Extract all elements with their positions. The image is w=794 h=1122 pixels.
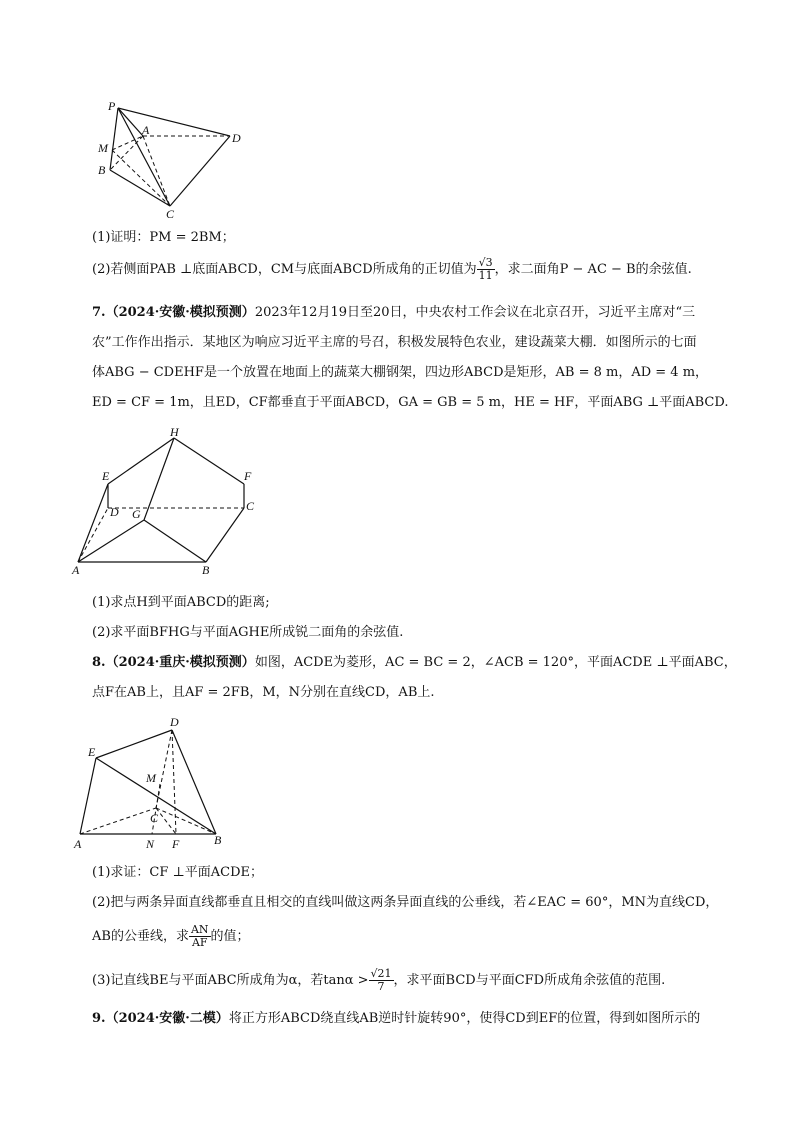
greenhouse-frame-figure-q7 [70, 422, 270, 582]
q8-part2: (2)把与两条异面直线都垂直且相交的直线叫做这两条异面直线的公垂线，若∠EAC = 60°，MN为直线CD， [92, 895, 719, 910]
q7-line2: 农”工作作出指示．某地区为响应习近平主席的号召，积极发展特色农业，建设蔬菜大棚．如图所示的七面 [92, 335, 697, 350]
q8-fraction-an-af-num: AN [190, 923, 209, 936]
label-c: C [246, 499, 255, 513]
label-d: D [170, 715, 179, 729]
label-b: B [202, 563, 210, 577]
q6-fraction-num: √3 [478, 256, 493, 269]
q8-part3-text-b: ，求平面BCD与平面CFD所成角余弦值的范围. [393, 973, 666, 988]
q7-line4: ED = CF = 1m，且ED，CF都垂直于平面ABCD，GA = GB = 5 m，HE = HF，平面ABG ⊥平面ABCD. [92, 395, 729, 410]
label-c: C [166, 207, 175, 221]
q8-fraction-an-af-den: AF [191, 936, 208, 949]
q8-part3-text-a: (3)记直线BE与平面ABC所成角为α，若tanα > [92, 973, 369, 988]
q7-part2: (2)求平面BFHG与平面AGHE所成锐二面角的余弦值. [92, 625, 404, 640]
q7-line1 [92, 304, 695, 322]
q6-part2-text-a: (2)若侧面PAB ⊥底面ABCD，CM与底面ABCD所成角的正切值为 [92, 262, 477, 277]
label-a: A [142, 123, 150, 137]
label-m: M [146, 771, 156, 785]
label-n: N [146, 837, 155, 851]
q7-line1-text: 2023年12月19日至20日，中央农村工作会议在北京召开，习近平主席对“三 [254, 305, 696, 320]
label-g: G [132, 507, 141, 521]
q8-part3 [92, 968, 665, 993]
q9-heading: 9.（2024·安徽·二模） [92, 1011, 229, 1026]
label-e: E [102, 469, 110, 483]
q8-part1: (1)求证：CF ⊥平面ACDE； [92, 865, 263, 880]
label-b: B [214, 833, 222, 847]
rhombus-pyramid-figure-q8 [70, 710, 240, 850]
q8-fraction-an-af [189, 924, 211, 949]
q6-part2-text-b: ，求二面角P − AC − B的余弦值. [494, 262, 692, 277]
q6-part1: (1)证明：PM = 2BM； [92, 230, 235, 245]
q8-fraction-tan-den: 7 [377, 980, 385, 993]
label-e: E [88, 745, 96, 759]
label-h: H [170, 425, 179, 439]
q7-line3: 体ABG − CDEHF是一个放置在地面上的蔬菜大棚钢架，四边形ABCD是矩形，AB = 8 m，AD = 4 m， [92, 365, 709, 380]
label-a: A [74, 837, 82, 851]
q8-line2: 点F在AB上，且AF = 2FB，M，N分别在直线CD，AB上. [92, 685, 435, 700]
q8-line1 [92, 654, 737, 672]
q6-fraction [477, 257, 495, 282]
q8-line1-text: 如图，ACDE为菱形，AC = BC = 2，∠ACB = 120°，平面ACDE ⊥平面ABC， [254, 655, 737, 670]
q7-heading: 7.（2024·安徽·模拟预测） [92, 305, 255, 320]
label-b: B [98, 163, 106, 177]
label-f: F [172, 837, 180, 851]
q8-fraction-tan [369, 968, 394, 993]
q9-line1-text: 将正方形ABCD绕直线AB逆时针旋转90°，使得CD到EF的位置，得到如图所示的 [228, 1011, 701, 1026]
label-m: M [98, 141, 108, 155]
q8-heading: 8.（2024·重庆·模拟预测） [92, 655, 255, 670]
label-d: D [232, 131, 241, 145]
q6-fraction-den: 11 [478, 269, 493, 282]
label-d: D [110, 505, 119, 519]
label-f: F [244, 469, 252, 483]
label-c: C [150, 811, 159, 825]
label-p: P [108, 99, 116, 113]
q9-line1 [92, 1010, 700, 1028]
q6-part2 [92, 257, 692, 282]
q8-part2-text-a: AB的公垂线，求 [92, 929, 189, 944]
q8-part2-text-b: 的值； [210, 929, 250, 944]
q8-fraction-tan-num: √21 [370, 967, 392, 980]
q8-part2-cont [92, 924, 250, 949]
label-a: A [72, 563, 80, 577]
q7-part1: (1)求点H到平面ABCD的距离; [92, 595, 270, 610]
pyramid-figure-q6 [90, 98, 250, 220]
